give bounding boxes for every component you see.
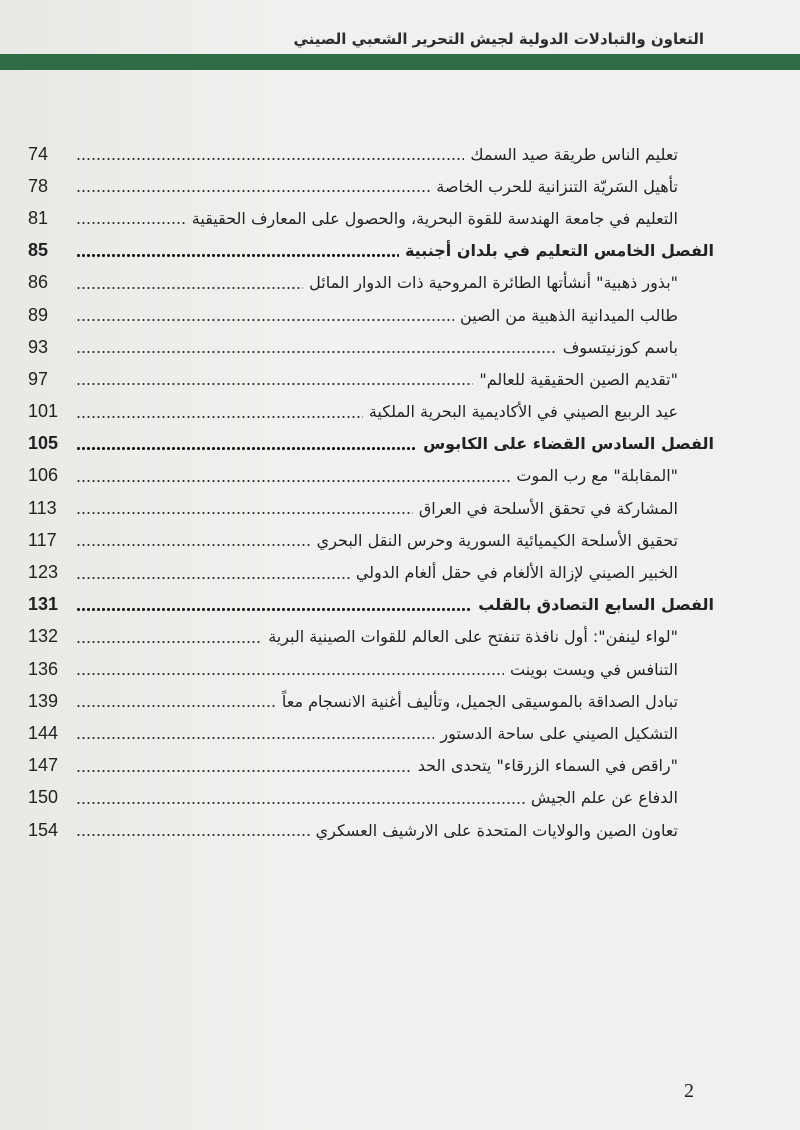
toc-entry xyxy=(28,621,714,653)
dot-leader xyxy=(76,608,472,611)
dot-leader xyxy=(76,834,310,836)
dot-leader xyxy=(76,254,399,257)
dot-leader xyxy=(76,222,186,224)
toc-page-number: 123 xyxy=(28,562,59,583)
toc-entry xyxy=(28,524,714,556)
table-of-contents xyxy=(28,138,714,846)
header-green-bar xyxy=(0,54,800,70)
toc-page-number: 132 xyxy=(28,626,59,647)
toc-page-number: 131 xyxy=(28,594,59,615)
toc-page-number: 74 xyxy=(28,143,49,164)
dot-leader xyxy=(76,190,430,192)
toc-entry-title: "بذور ذهبية" أنشأتها الطائرة المروحية ذات الدوار المائل xyxy=(309,273,678,293)
toc-page-number: 81 xyxy=(28,207,49,228)
toc-entry xyxy=(28,717,714,749)
toc-page-number: 89 xyxy=(28,304,49,325)
dot-leader xyxy=(76,577,350,579)
dot-leader xyxy=(76,383,473,385)
toc-page-number: 144 xyxy=(28,722,59,743)
toc-entry xyxy=(28,363,714,395)
toc-entry xyxy=(28,202,714,234)
toc-page-number: 86 xyxy=(28,272,49,293)
toc-page-number: 154 xyxy=(28,819,59,840)
toc-entry xyxy=(28,492,714,524)
toc-page-number: 113 xyxy=(28,497,57,518)
toc-page-number: 78 xyxy=(28,175,49,196)
toc-page-number: 117 xyxy=(28,529,57,550)
toc-entry xyxy=(28,170,714,202)
dot-leader xyxy=(76,319,454,321)
dot-leader xyxy=(76,802,525,804)
toc-entry xyxy=(28,750,714,782)
toc-entry-title: تعاون الصين والولايات المتحدة على الارشيف العسكري xyxy=(315,820,678,840)
dot-leader xyxy=(76,705,276,707)
dot-leader xyxy=(76,544,311,546)
toc-chapter-heading xyxy=(28,235,714,267)
toc-entry-title: الفصل الخامس التعليم في بلدان أجنبية xyxy=(404,241,714,261)
toc-entry-title: الفصل السابع التصادق بالقلب xyxy=(478,595,714,615)
toc-entry-title: عيد الربيع الصيني في الأكاديمية البحرية الملكية xyxy=(368,402,678,422)
toc-entry-title: المشاركة في تحقق الأسلحة في العراق xyxy=(418,498,678,518)
dot-leader xyxy=(76,158,464,160)
toc-entry-title: التنافس في ويست بوينت xyxy=(509,659,678,679)
dot-leader xyxy=(76,416,363,418)
dot-leader xyxy=(76,641,262,643)
running-header xyxy=(0,0,800,56)
toc-page-number: 101 xyxy=(28,401,59,422)
toc-page-number: 106 xyxy=(28,465,59,486)
toc-entry xyxy=(28,814,714,846)
toc-page-number: 85 xyxy=(28,240,49,261)
toc-entry xyxy=(28,782,714,814)
dot-leader xyxy=(76,737,434,739)
toc-page-number: 139 xyxy=(28,690,59,711)
toc-entry-title: "تقديم الصين الحقيقية للعالم" xyxy=(479,369,678,389)
toc-entry-title: "راقص في السماء الزرقاء" يتحدى الحد xyxy=(417,756,678,776)
toc-entry-title: الخبير الصيني لإزالة الألغام في حقل ألغام الدولي xyxy=(355,563,678,583)
toc-entry-title: التشكيل الصيني على ساحة الدستور xyxy=(440,723,678,743)
toc-page-number: 147 xyxy=(28,755,59,776)
toc-entry-title: التعليم في جامعة الهندسة للقوة البحرية، والحصول على المعارف الحقيقية xyxy=(191,208,678,228)
toc-entry xyxy=(28,331,714,363)
dot-leader xyxy=(76,351,557,353)
toc-entry xyxy=(28,685,714,717)
running-header-title: التعاون والتبادلات الدولية لجيش التحرير الشعبي الصيني xyxy=(293,30,704,48)
toc-entry xyxy=(28,138,714,170)
toc-entry-title: "لواء لينفن": أول نافذة تنفتح على العالم للقوات الصينية البرية xyxy=(268,627,678,647)
toc-entry-title: تأهيل السَريّة التنزانية للحرب الخاصة xyxy=(436,176,678,196)
toc-entry xyxy=(28,556,714,588)
toc-entry xyxy=(28,460,714,492)
toc-chapter-heading xyxy=(28,589,714,621)
dot-leader xyxy=(76,673,504,675)
page-number: 2 xyxy=(684,1080,694,1102)
toc-page-number: 93 xyxy=(28,336,49,357)
toc-entry-title: تبادل الصداقة بالموسيقى الجميل، وتأليف أغنية الانسجام معاً xyxy=(281,691,678,711)
toc-entry-title: باسم كوزنيتسوف xyxy=(562,337,678,357)
toc-entry-title: تعليم الناس طريقة صيد السمك xyxy=(470,144,678,164)
dot-leader xyxy=(76,512,413,514)
toc-entry-title: الدفاع عن علم الجيش xyxy=(530,788,678,808)
toc-page-number: 136 xyxy=(28,658,59,679)
dot-leader xyxy=(76,287,303,289)
toc-entry-title: "المقابلة" مع رب الموت xyxy=(516,466,678,486)
toc-entry-title: طالب الميدانية الذهبية من الصين xyxy=(460,305,678,325)
dot-leader xyxy=(76,480,510,482)
toc-page-number: 105 xyxy=(28,433,59,454)
toc-chapter-heading xyxy=(28,428,714,460)
toc-entry-title: تحقيق الأسلحة الكيميائية السورية وحرس النقل البحري xyxy=(316,530,678,550)
toc-page-number: 97 xyxy=(28,368,49,389)
dot-leader xyxy=(76,770,412,772)
toc-entry xyxy=(28,299,714,331)
toc-page-number: 150 xyxy=(28,787,59,808)
toc-entry xyxy=(28,653,714,685)
toc-entry xyxy=(28,267,714,299)
dot-leader xyxy=(76,447,417,450)
toc-entry-title: الفصل السادس القضاء على الكابوس xyxy=(423,434,714,454)
toc-entry xyxy=(28,396,714,428)
